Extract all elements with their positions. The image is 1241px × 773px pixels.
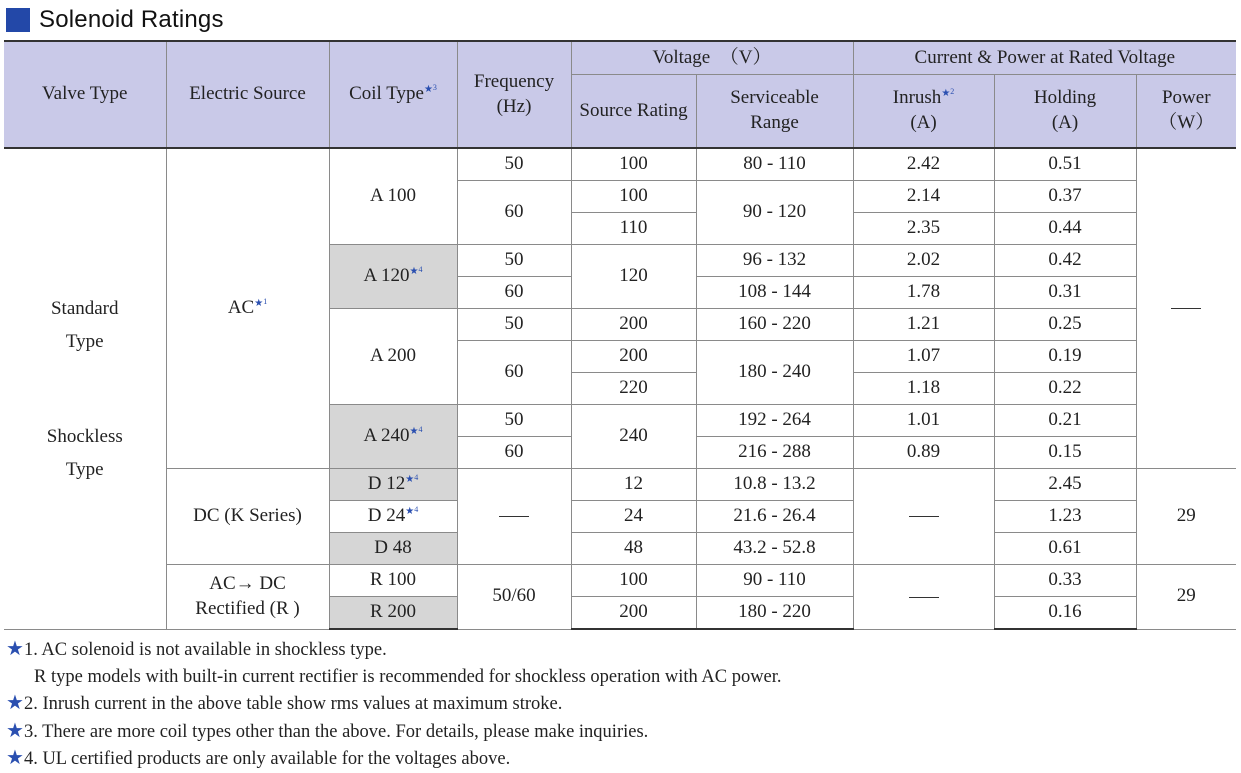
star-4-ref: ★4 — [405, 505, 419, 518]
source-ac: $AC^{★^1}$ — [166, 148, 329, 469]
dash-mark — [1171, 308, 1201, 309]
power-rect-cell: 29 — [1136, 565, 1236, 630]
freq-cell: 50 — [457, 148, 571, 181]
source-rating-cell: 100 — [571, 181, 696, 213]
holding-cell: 0.25 — [994, 309, 1136, 341]
freq-dc-cell — [457, 469, 571, 565]
inrush-cell: 1.78 — [853, 277, 994, 309]
holding-cell: 0.33 — [994, 565, 1136, 597]
inrush-cell: 2.42 — [853, 148, 994, 181]
inrush-cell: 2.35 — [853, 213, 994, 245]
header-holding: Holding (A) — [994, 75, 1136, 149]
freq-cell: 60 — [457, 277, 571, 309]
range-cell: 180 - 220 — [696, 597, 853, 630]
range-cell: 108 - 144 — [696, 277, 853, 309]
freq-cell: 50 — [457, 245, 571, 277]
power-ac-cell — [1136, 148, 1236, 469]
valve-type-shockless: Shockless Type — [46, 425, 123, 480]
range-cell: 216 - 288 — [696, 437, 853, 469]
header-source-rating: Source Rating — [571, 75, 696, 149]
star-icon: ★ — [6, 638, 24, 660]
range-cell: 192 - 264 — [696, 405, 853, 437]
holding-cell: 0.22 — [994, 373, 1136, 405]
section-title — [6, 5, 224, 35]
range-cell: 43.2 - 52.8 — [696, 533, 853, 565]
header-electric-source: Electric Source — [166, 41, 329, 148]
source-rating-cell: 220 — [571, 373, 696, 405]
table-row — [4, 148, 1236, 181]
dash-mark — [909, 516, 939, 517]
source-rating-cell: 240 — [571, 405, 696, 469]
coil-d24: D $24^{★^4}$ — [329, 501, 457, 533]
source-dc: DC (K Series) — [166, 469, 329, 565]
footnote-1-cont: R type models with built-in current rectifier is recommended for shockless operation with AC power. — [34, 666, 782, 687]
inrush-cell: 1.07 — [853, 341, 994, 373]
holding-cell: 0.61 — [994, 533, 1136, 565]
inrush-rect-cell — [853, 565, 994, 630]
inrush-cell: 1.21 — [853, 309, 994, 341]
source-rating-cell: 200 — [571, 309, 696, 341]
table-row — [4, 565, 1236, 597]
range-cell: 90 - 120 — [696, 181, 853, 245]
inrush-cell: 2.02 — [853, 245, 994, 277]
star-icon: ★ — [6, 719, 24, 742]
range-cell: 10.8 - 13.2 — [696, 469, 853, 501]
header-coil-type: Coil Type$^{★^3}$ — [329, 41, 457, 148]
dash-mark — [499, 516, 529, 517]
star-icon: ★ — [6, 747, 24, 769]
freq-cell: 50 — [457, 405, 571, 437]
freq-cell: 50/60 — [457, 565, 571, 630]
holding-cell: 0.15 — [994, 437, 1136, 469]
holding-cell: 0.37 — [994, 181, 1136, 213]
source-rating-cell: 200 — [571, 597, 696, 630]
header-frequency: Frequency (Hz) — [457, 41, 571, 148]
freq-cell: 50 — [457, 309, 571, 341]
coil-a200: A 200 — [329, 309, 457, 405]
dash-mark — [909, 597, 939, 598]
source-rectified: AC→ DC Rectified (R ) — [166, 565, 329, 630]
range-cell: 160 - 220 — [696, 309, 853, 341]
coil-a100: A 100 — [329, 148, 457, 245]
footnote-2: ★2. Inrush current in the above table show rms values at maximum stroke. — [6, 692, 563, 714]
inrush-cell: 1.18 — [853, 373, 994, 405]
coil-d12: D $12^{★^4}$ — [329, 469, 457, 501]
coil-r100: R 100 — [329, 565, 457, 597]
footnote-4: ★4. UL certified products are only available for the voltages above. — [6, 747, 511, 769]
range-cell: 96 - 132 — [696, 245, 853, 277]
holding-cell: 1.23 — [994, 501, 1136, 533]
range-cell: 21.6 - 26.4 — [696, 501, 853, 533]
source-rating-cell: 48 — [571, 533, 696, 565]
header-voltage: Voltage （V） — [571, 41, 853, 75]
holding-cell: 0.16 — [994, 597, 1136, 630]
star-2-ref: ★2 — [941, 87, 955, 100]
holding-cell: 0.21 — [994, 405, 1136, 437]
holding-cell: 0.51 — [994, 148, 1136, 181]
source-rating-cell: 100 — [571, 565, 696, 597]
star-1-ref: ★1 — [254, 297, 268, 310]
footnote-3: ★3. There are more coil types other than the above. For details, please make inquiries. — [6, 719, 649, 742]
valve-type-standard: Standard Type — [50, 297, 119, 352]
range-cell: 180 - 240 — [696, 341, 853, 405]
solenoid-ratings-table — [4, 40, 1236, 630]
holding-cell: 0.44 — [994, 213, 1136, 245]
range-cell: 80 - 110 — [696, 148, 853, 181]
range-cell: 90 - 110 — [696, 565, 853, 597]
star-4-ref: ★4 — [409, 265, 423, 278]
header-power: Power （W） — [1136, 75, 1236, 149]
page-title: Solenoid Ratings — [39, 6, 224, 33]
power-dc-cell: 29 — [1136, 469, 1236, 565]
star-icon: ★ — [6, 692, 24, 714]
star-4-ref: ★4 — [409, 425, 423, 438]
holding-cell: 0.42 — [994, 245, 1136, 277]
holding-cell: 0.31 — [994, 277, 1136, 309]
holding-cell: 0.19 — [994, 341, 1136, 373]
source-rating-cell: 100 — [571, 148, 696, 181]
header-current-power: Current & Power at Rated Voltage — [853, 41, 1236, 75]
header-serviceable-range: Serviceable Range — [696, 75, 853, 149]
footnote-1: ★1. AC solenoid is not available in shockless type. — [6, 638, 387, 660]
table-row — [4, 469, 1236, 501]
coil-d48: D 48 — [329, 533, 457, 565]
coil-r200: R 200 — [329, 597, 457, 630]
source-rating-cell: 24 — [571, 501, 696, 533]
title-marker-icon — [6, 8, 30, 32]
header-valve-type: Valve Type — [4, 41, 166, 148]
inrush-cell: 1.01 — [853, 405, 994, 437]
freq-cell: 60 — [457, 341, 571, 405]
coil-a120: A $120^{★^4}$ — [329, 245, 457, 309]
valve-type-cell — [4, 148, 166, 629]
star-4-ref: ★4 — [405, 473, 419, 486]
source-rating-cell: 12 — [571, 469, 696, 501]
coil-a240: A $240^{★^4}$ — [329, 405, 457, 469]
header-inrush: Inrush$^{★^2}$ (A) — [853, 75, 994, 149]
inrush-dc-cell — [853, 469, 994, 565]
holding-cell: 2.45 — [994, 469, 1136, 501]
inrush-cell: 0.89 — [853, 437, 994, 469]
source-rating-cell: 200 — [571, 341, 696, 373]
freq-cell: 60 — [457, 181, 571, 245]
inrush-cell: 2.14 — [853, 181, 994, 213]
source-rating-cell: 110 — [571, 213, 696, 245]
source-rating-cell: 120 — [571, 245, 696, 309]
footnotes — [6, 636, 782, 773]
freq-cell: 60 — [457, 437, 571, 469]
star-3-ref: ★3 — [423, 83, 437, 96]
